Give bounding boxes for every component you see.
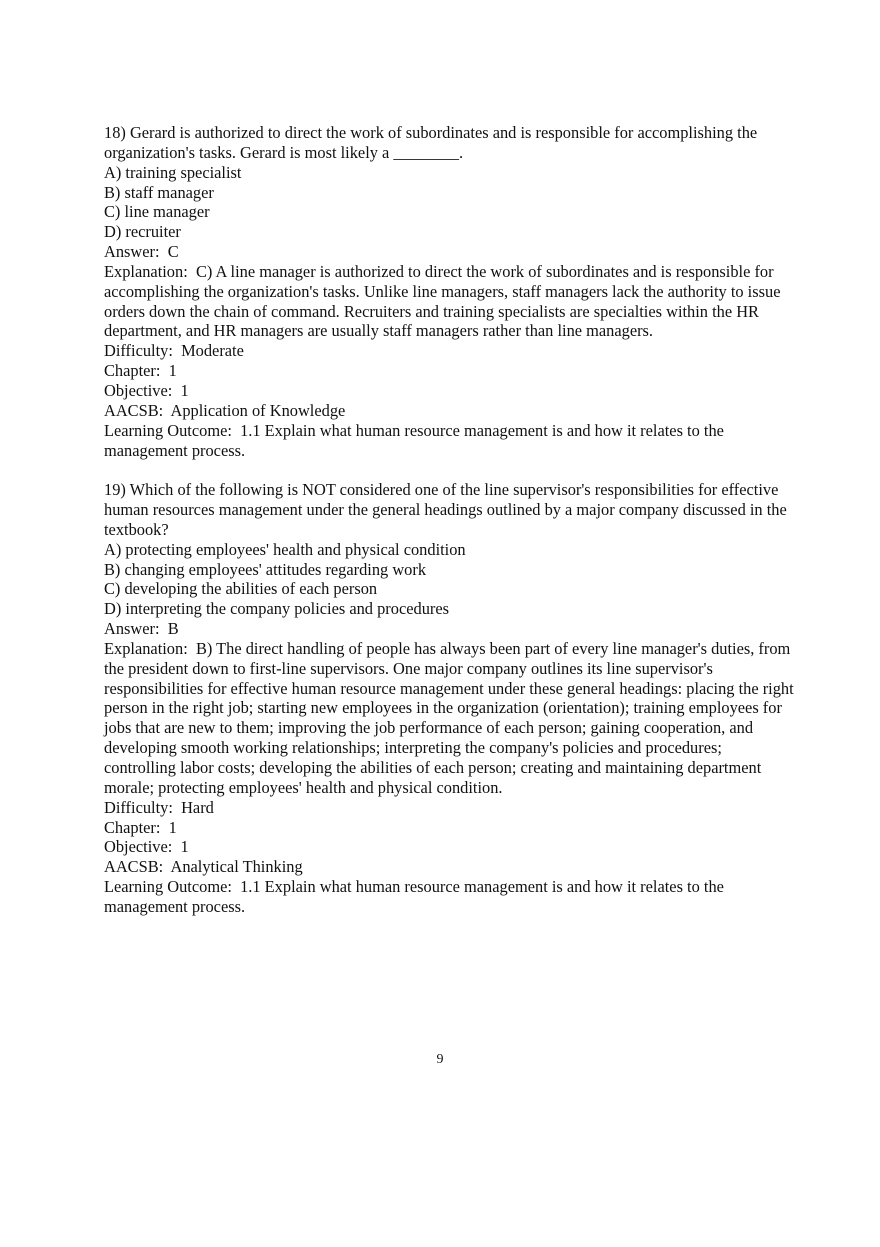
chapter: Chapter: 1: [104, 817, 177, 837]
question-stem: 19) Which of the following is NOT considered one of the line supervisor's responsibilities for effective human resources management under the general headings outlined by a major company discussed in the textbook?: [104, 480, 791, 539]
option-b: B) changing employees' attitudes regarding work: [104, 559, 427, 579]
option-c: C) developing the abilities of each person: [104, 579, 378, 599]
aacsb: AACSB: Analytical Thinking: [104, 857, 303, 877]
answer: Answer: B: [104, 619, 179, 639]
question-18: [104, 123, 794, 460]
aacsb: AACSB: Application of Knowledge: [104, 400, 346, 420]
difficulty: Difficulty: Hard: [104, 797, 214, 817]
difficulty: Difficulty: Moderate: [104, 341, 244, 361]
page-number: 9: [436, 1052, 444, 1067]
option-d: D) recruiter: [104, 222, 181, 242]
question-stem: 18) Gerard is authorized to direct the work of subordinates and is responsible for accomplishing the organization's tasks. Gerard is most likely a ________.: [104, 123, 762, 162]
option-a: A) protecting employees' health and physical condition: [104, 539, 466, 559]
answer: Answer: C: [104, 242, 179, 262]
explanation: Explanation: B) The direct handling of people has always been part of every line manager's duties, from the president down to first-line supervisors. One major company outlines its line supervisor's responsibilities for effective human resource management under these general headings: placing the right person in the right job; starting new employees in the organization (orientation); training employees for jobs that are new to them; improving the job performance of each person; gaining cooperation, and developing smooth working relationships; interpreting the company's policies and procedures; controlling labor costs; developing the abilities of each person; creating and maintaining department morale; protecting employees' health and physical condition.: [104, 638, 798, 797]
objective: Objective: 1: [104, 380, 189, 400]
chapter: Chapter: 1: [104, 361, 177, 381]
option-d: D) interpreting the company policies and procedures: [104, 599, 449, 619]
question-19: [104, 480, 798, 917]
document-page: [104, 123, 798, 917]
option-c: C) line manager: [104, 202, 210, 222]
learning-outcome: Learning Outcome: 1.1 Explain what human resource management is and how it relates to the management process.: [104, 420, 729, 460]
learning-outcome: Learning Outcome: 1.1 Explain what human resource management is and how it relates to the management process.: [104, 877, 729, 916]
option-b: B) staff manager: [104, 182, 214, 202]
option-a: A) training specialist: [104, 162, 242, 182]
explanation: Explanation: C) A line manager is authorized to direct the work of subordinates and is responsible for accomplishing the organization's tasks. Unlike line managers, staff managers lack the authority to issue orders down the chain of command. Recruiters and training specialists are specialties within the HR department, and HR managers are usually staff managers rather than line managers.: [104, 261, 785, 341]
objective: Objective: 1: [104, 837, 189, 857]
